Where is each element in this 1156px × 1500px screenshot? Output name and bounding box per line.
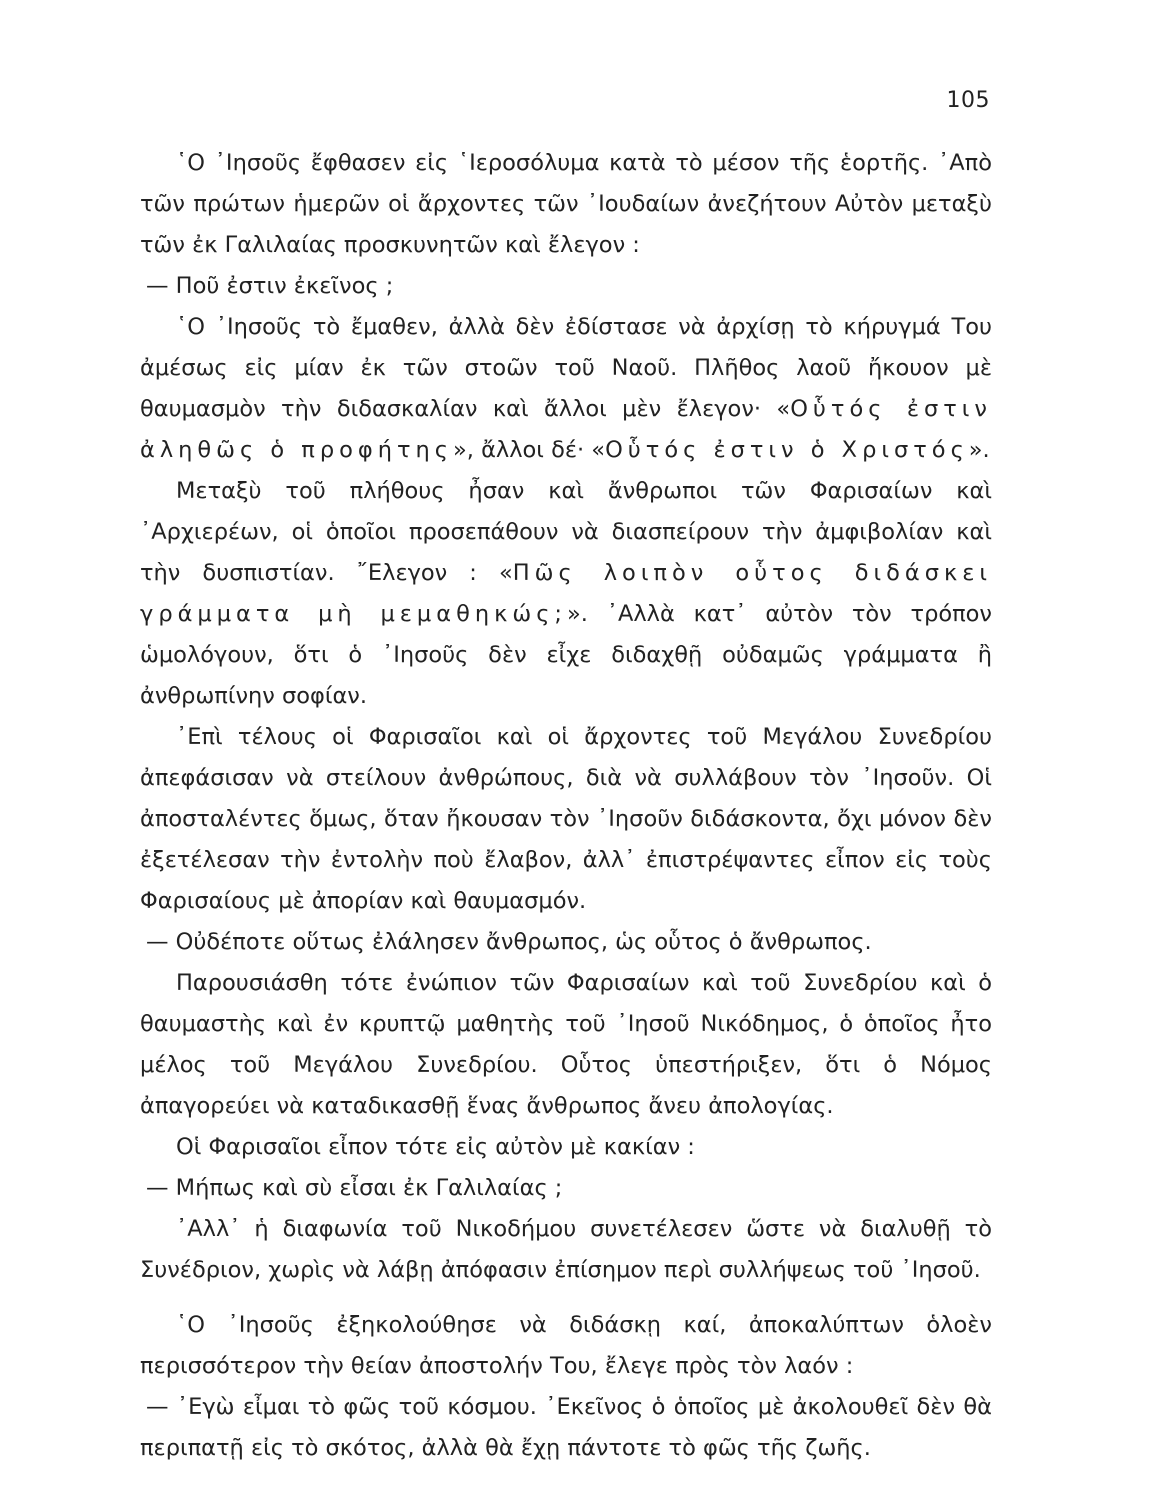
book-page [140,0,992,1500]
dialogue-line: — Μήπως καὶ σὺ εἶσαι ἐκ Γαλιλαίας ; [146,1175,563,1201]
paragraph [140,307,992,471]
text-run: ». [968,437,990,463]
paragraph: Παρουσιάσθη τότε ἐνώπιον τῶν Φαρισαίων καὶ τοῦ Συνεδρίου καὶ ὁ θαυμαστὴς καὶ ἐν κρυπτῷ μαθητὴς τοῦ ᾿Ιησοῦ Νικόδημος, ὁ ὁποῖος ἦτο μέλος τοῦ Μεγάλου Συνεδρίου. Οὗτος ὑπεστήριξεν, ὅτι ὁ Νόμος ἀπαγορεύει νὰ καταδικασθῇ ἕνας ἄνθρωπος ἄνευ ἀπολογίας. [140,970,992,1119]
text-run: ῾Ο ᾿Ιησοῦς τὸ ἔμαθεν, ἀλλὰ δὲν ἐδίστασε νὰ ἀρχίσῃ τὸ κήρυγμά Του ἀμέσως εἰς μίαν ἐκ τῶν στοῶν τοῦ Ναοῦ. Πλῆθος λαοῦ ἤκουον μὲ θαυμασμὸν τὴν διδασκαλίαν καὶ ἄλλοι μὲν ἔλεγον· « [140,314,992,422]
spaced-quote: Οὗτός ἐστιν ὁ Χριστός [605,437,969,463]
paragraph: Οἱ Φαρισαῖοι εἶπον τότε εἰς αὐτὸν μὲ κακίαν : [176,1134,695,1160]
page-number: 105 [946,88,990,113]
text-run: ». ᾿Αλλὰ κατ᾿ αὐτὸν τὸν τρόπον ὡμολόγουν, ὅτι ὁ ᾿Ιησοῦς δὲν εἶχε διδαχθῇ οὐδαμῶς γράμματα ἢ ἀνθρωπίνην σοφίαν. [140,601,993,709]
paragraph: ῾Ο ᾿Ιησοῦς ἔφθασεν εἰς ῾Ιεροσόλυμα κατὰ τὸ μέσον τῆς ἑορτῆς. ᾿Απὸ τῶν πρώτων ἡμερῶν οἱ ἄρχοντες τῶν ᾿Ιουδαίων ἀνεζήτουν Αὐτὸν μεταξὺ τῶν ἐκ Γαλιλαίας προσκυνητῶν καὶ ἔλεγον : [140,150,992,258]
dialogue-line: — ᾿Εγὼ εἶμαι τὸ φῶς τοῦ κόσμου. ᾿Εκεῖνος ὁ ὁποῖος μὲ ἀκολουθεῖ δὲν θὰ περιπατῇ εἰς τὸ σκότος, ἀλλὰ θὰ ἔχῃ πάντοτε τὸ φῶς τῆς ζωῆς. [140,1394,992,1461]
body-text [140,143,992,1469]
paragraph [140,471,992,717]
text-run: », ἄλλοι δέ· « [453,437,606,463]
dialogue-line: — Ποῦ ἐστιν ἐκεῖνος ; [146,273,394,299]
dialogue-line: — Οὐδέποτε οὕτως ἐλάλησεν ἄνθρωπος, ὡς οὗτος ὁ ἄνθρωπος. [146,929,872,955]
paragraph: ῾Ο ᾿Ιησοῦς ἐξηκολούθησε νὰ διδάσκῃ καί, ἀποκαλύπτων ὁλοὲν περισσότερον τὴν θείαν ἀποστολήν Του, ἔλεγε πρὸς τὸν λαόν : [140,1312,992,1379]
paragraph: ᾿Επὶ τέλους οἱ Φαρισαῖοι καὶ οἱ ἄρχοντες τοῦ Μεγάλου Συνεδρίου ἀπεφάσισαν νὰ στείλουν ἀνθρώπους, διὰ νὰ συλλάβουν τὸν ᾿Ιησοῦν. Οἱ ἀποσταλέντες ὅμως, ὅταν ἤκουσαν τὸν ᾿Ιησοῦν διδάσκοντα, ὄχι μόνον δὲν ἐξετέλεσαν τὴν ἐντολὴν ποὺ ἔλαβον, ἀλλ᾿ ἐπιστρέψαντες εἶπον εἰς τοὺς Φαρισαίους μὲ ἀπορίαν καὶ θαυμασμόν. [140,724,992,914]
text-run: Μεταξὺ τοῦ πλήθους ἦσαν καὶ ἄνθρωποι τῶν Φαρισαίων καὶ ᾿Αρχιερέων, οἱ ὁποῖοι προσεπάθουν νὰ διασπείρουν τὴν ἀμφιβολίαν καὶ τὴν δυσπιστίαν. ῎Ελεγον : « [140,478,992,586]
spaced-quote: Οὗτός ἐστιν ἀληθῶς ὁ προφήτης [140,396,992,463]
spaced-quote: Πῶς λοιπὸν οὗτος διδάσκει γράμματα μὴ μεμαθηκώς; [140,560,992,627]
paragraph: ᾿Αλλ᾿ ἡ διαφωνία τοῦ Νικοδήμου συνετέλεσεν ὥστε νὰ διαλυθῇ τὸ Συνέδριον, χωρὶς νὰ λάβῃ ἀπόφασιν ἐπίσημον περὶ συλλήψεως τοῦ ᾿Ιησοῦ. [140,1216,992,1283]
